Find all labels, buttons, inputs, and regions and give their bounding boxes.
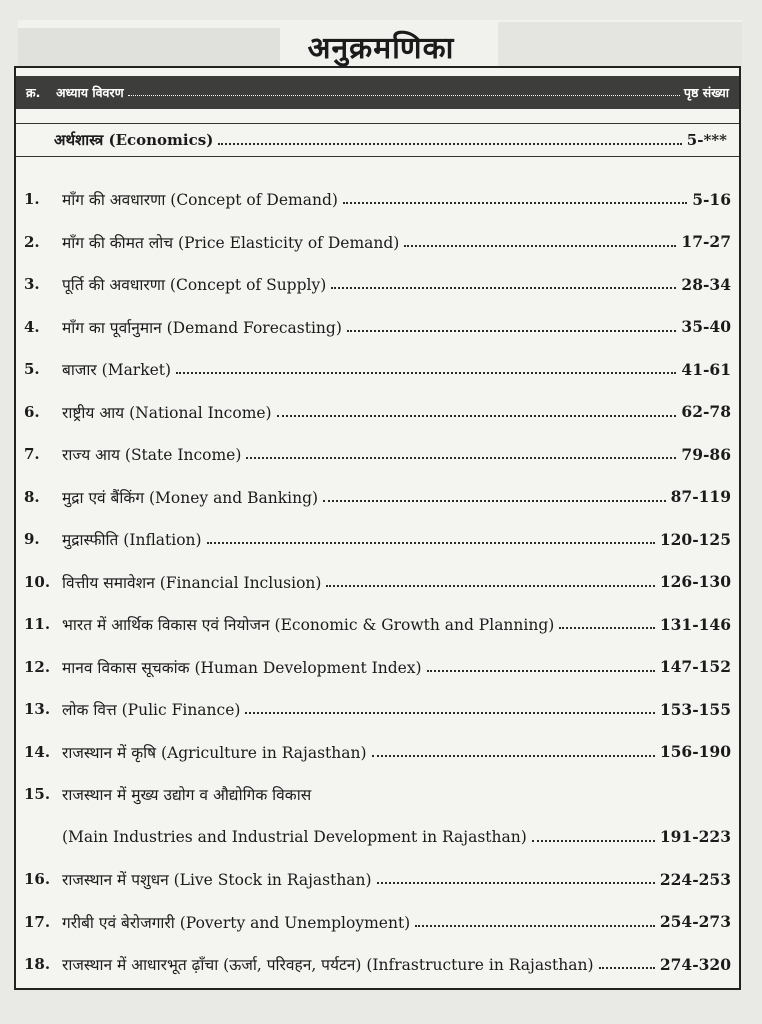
section-title: अर्थशास्त्र (Economics) [54,131,214,149]
chapter-title: राष्ट्रीय आय (National Income) [62,403,272,422]
chapter-number: 2. [24,232,40,251]
chapter-pages: 28-34 [681,274,731,294]
chapter-title: राजस्थान में आधारभूत ढ़ाँचा (ऊर्जा, परिवहन, पर्यटन) (Infrastructure in Rajasthan) [62,956,594,975]
chapter-number: 15. [24,785,51,804]
chapter-number: 6. [24,402,40,421]
chapter-title: वित्तीय समावेशन (Financial Inclusion) [62,573,322,592]
chapter-pages: 131-146 [659,614,731,634]
dot-leader [372,747,655,757]
chapter-row [16,816,739,859]
chapter-row [16,773,739,816]
index-frame [14,66,741,990]
chapter-title: मानव विकास सूचकांक (Human Development Index) [62,658,422,677]
dot-leader [532,832,655,842]
chapter-number: 16. [24,870,51,889]
chapter-row [16,688,739,731]
chapter-title: राजस्थान में पशुधन (Live Stock in Rajasthan) [62,871,372,890]
chapter-row [16,518,739,561]
header-leader [128,89,680,96]
chapter-title: मुद्रा एवं बैंकिंग (Money and Banking) [62,488,319,507]
header-serial: क्र. [26,85,41,100]
chapter-pages: 191-223 [659,827,731,847]
chapter-row [16,476,739,519]
chapter-pages: 254-273 [659,912,731,932]
chapter-number: 13. [24,700,51,719]
chapter-title: राजस्थान में मुख्य उद्योग व औद्योगिक विकास [62,786,312,805]
chapter-row [16,263,739,306]
chapter-row [16,391,739,434]
chapter-title: (Main Industries and Industrial Development in Rajasthan) [62,827,527,846]
chapter-pages: 153-155 [659,699,731,719]
chapter-pages: 126-130 [659,572,731,592]
chapter-title: माँग का पूर्वानुमान (Demand Forecasting) [62,318,342,337]
chapter-list [16,178,739,986]
chapter-number: 14. [24,742,51,761]
chapter-pages: 147-152 [659,657,731,677]
dot-leader [377,874,655,884]
chapter-row [16,433,739,476]
chapter-pages: 274-320 [659,954,731,974]
dot-leader [343,194,687,204]
chapter-title: माँग की कीमत लोच (Price Elasticity of Demand) [62,233,400,252]
chapter-title: माँग की अवधारणा (Concept of Demand) [62,191,338,210]
chapter-pages: 120-125 [659,529,731,549]
chapter-number: 4. [24,317,40,336]
header-page: पृष्ठ संख्या [683,85,729,100]
chapter-title: भारत में आर्थिक विकास एवं नियोजन (Economic & Growth and Planning) [62,616,555,635]
dot-leader [599,959,655,969]
dot-leader [559,619,655,629]
chapter-row [16,306,739,349]
chapter-pages: 156-190 [659,742,731,762]
chapter-title: लोक वित्त (Pulic Finance) [62,701,241,720]
chapter-number: 17. [24,912,51,931]
chapter-title: राजस्थान में कृषि (Agriculture in Rajasthan) [62,743,367,762]
chapter-number: 7. [24,445,40,464]
chapter-row [16,646,739,689]
chapter-number: 1. [24,190,40,209]
chapter-row [16,901,739,944]
chapter-pages: 62-78 [681,402,731,422]
chapter-pages: 17-27 [681,232,731,252]
dot-leader [246,449,676,459]
dot-leader [347,322,677,332]
chapter-pages: 79-86 [681,444,731,464]
dot-leader [323,492,666,502]
chapter-pages: 5-16 [692,189,731,209]
dot-leader [404,237,676,247]
dot-leader [415,917,655,927]
chapter-number: 11. [24,615,51,634]
chapter-title: बाजार (Market) [62,361,172,380]
chapter-row [16,603,739,646]
dot-leader [277,407,677,417]
dot-leader [331,279,676,289]
dot-leader [176,364,676,374]
section-leader [218,135,682,145]
header-chapter: अध्याय विवरण [56,85,124,100]
section-pages: 5-*** [686,131,727,149]
chapter-row [16,178,739,221]
chapter-row [16,221,739,264]
chapter-number: 18. [24,955,51,974]
chapter-title: राज्य आय (State Income) [62,446,242,465]
chapter-number: 9. [24,530,40,549]
chapter-row [16,858,739,901]
chapter-number: 10. [24,572,51,591]
chapter-title: गरीबी एवं बेरोजगारी (Poverty and Unemployment) [62,913,411,932]
dot-leader [427,662,655,672]
chapter-title: मुद्रास्फीति (Inflation) [62,531,202,550]
chapter-pages: 41-61 [681,359,731,379]
chapter-row [16,348,739,391]
chapter-pages: 224-253 [659,869,731,889]
chapter-pages: 35-40 [681,317,731,337]
section-heading [16,123,739,157]
chapter-number: 3. [24,275,40,294]
chapter-number: 5. [24,360,40,379]
chapter-row [16,561,739,604]
table-header [16,76,739,109]
chapter-row [16,731,739,774]
chapter-row [16,943,739,986]
dot-leader [207,534,655,544]
chapter-number: 12. [24,657,51,676]
chapter-title: पूर्ति की अवधारणा (Concept of Supply) [62,276,327,295]
dot-leader [245,704,654,714]
chapter-pages: 87-119 [670,487,731,507]
dot-leader [326,577,654,587]
page-title: अनुक्रमणिका [307,31,455,66]
chapter-number: 8. [24,487,40,506]
